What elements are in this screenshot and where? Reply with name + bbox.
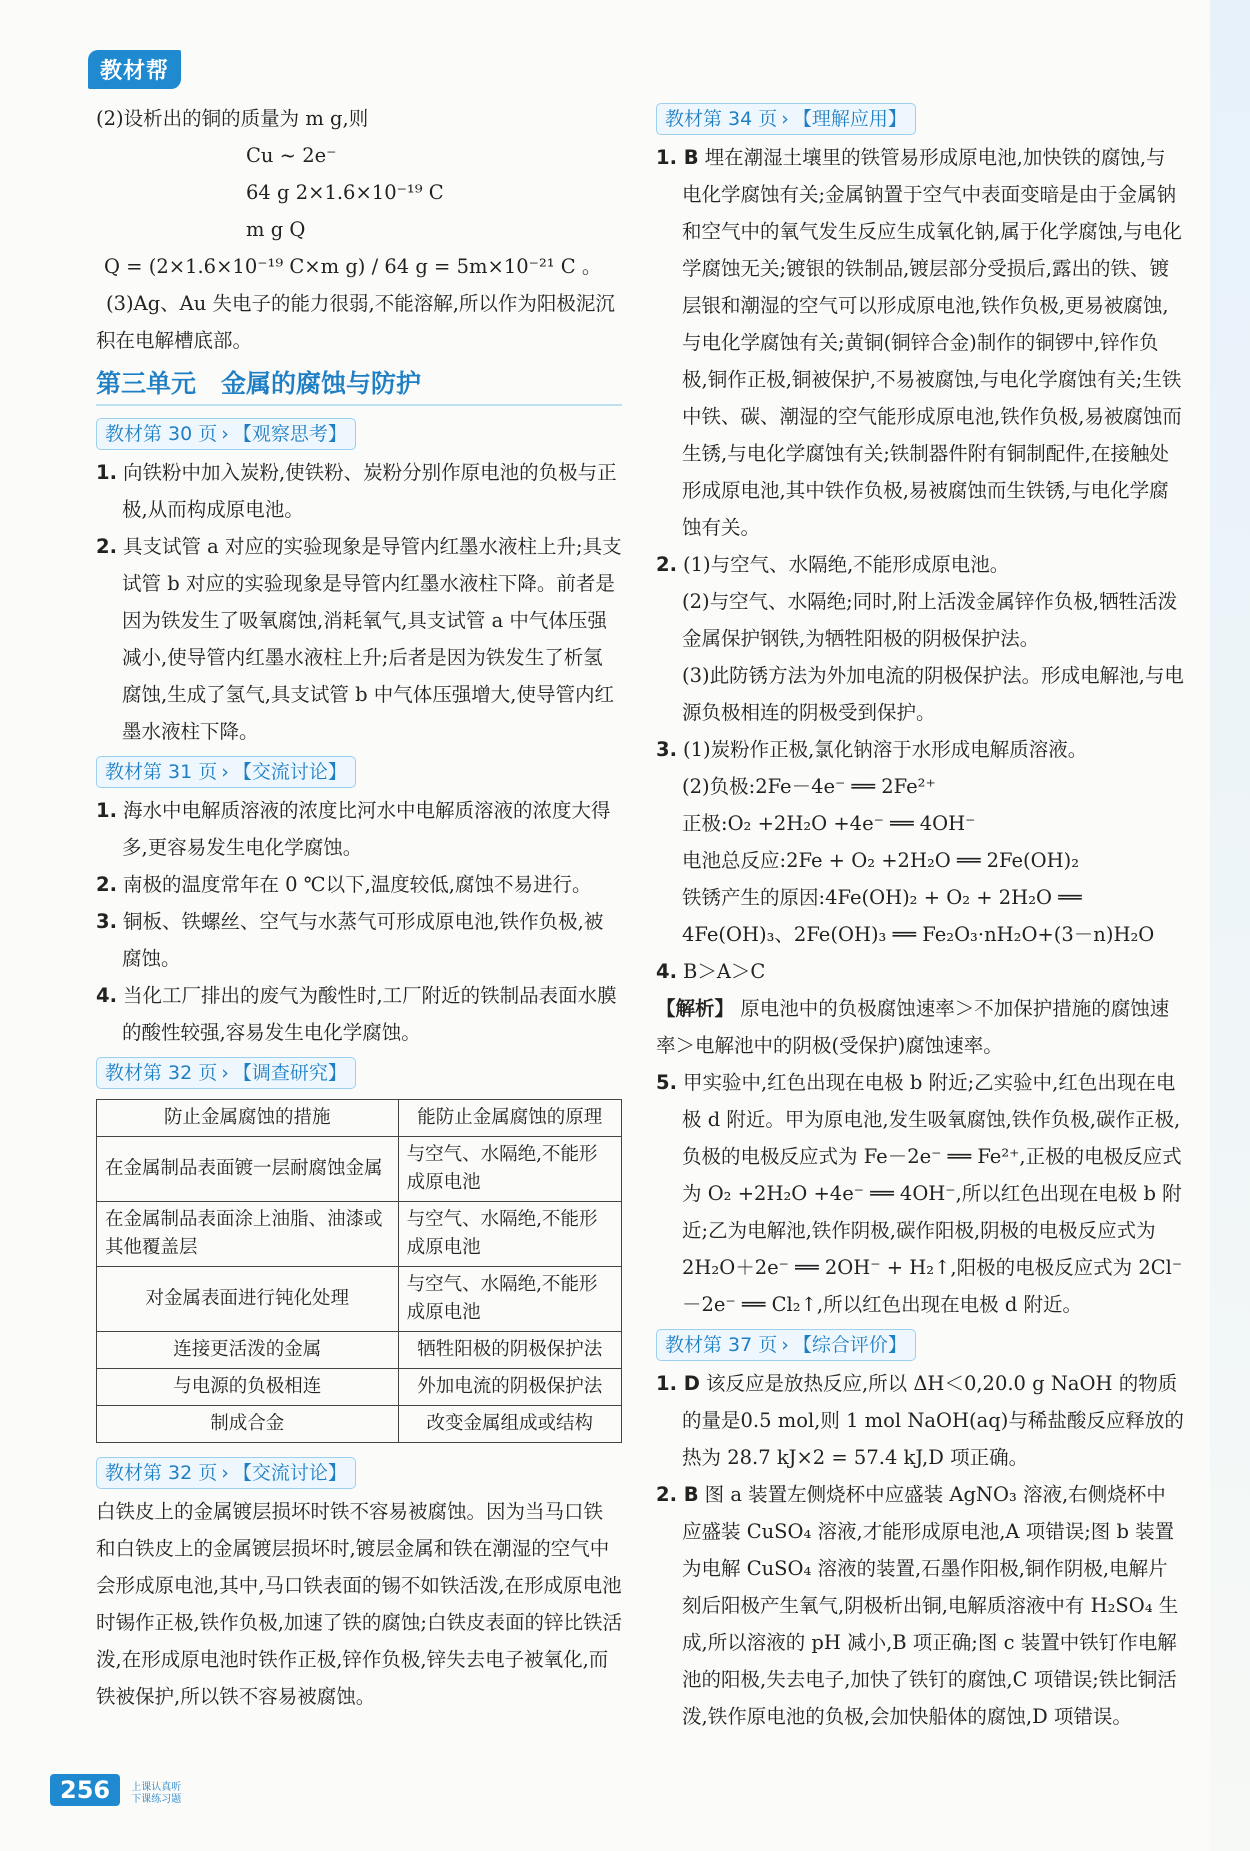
item-number: 3. bbox=[656, 738, 677, 761]
item-text: 甲实验中,红色出现在电极 b 附近;乙实验中,红色出现在电极 d 附近。甲为原电池,发生吸氧腐蚀,铁作负极,碳作正极,负极的电极反应式为 Fe－2e⁻ ══ Fe²⁺,正极的电极反应式为 O₂ +2H₂O +4e⁻ ══ 4OH⁻,所以红色出现在电极 b 附近;乙为电解池,铁作阴极,碳作阳极,阴极的电极反应式为 2H₂O＋2e⁻ ══ 2OH⁻ + H₂↑,阳极的电极反应式为 2Cl⁻－2e⁻ ══ Cl₂↑,所以红色出现在电极 d 附近。 bbox=[682, 1071, 1183, 1316]
list-item bbox=[96, 903, 622, 977]
item-number: 1. bbox=[96, 799, 117, 822]
tag-page: 教材第 32 页 bbox=[105, 1062, 218, 1084]
table-row bbox=[97, 1369, 622, 1406]
item-number: 4. bbox=[656, 960, 677, 983]
section-tag bbox=[96, 1457, 356, 1489]
table-cell: 与电源的负极相连 bbox=[97, 1369, 399, 1406]
item-number: 4. bbox=[96, 984, 117, 1007]
table-row bbox=[97, 1406, 622, 1443]
table-cell: 连接更活泼的金属 bbox=[97, 1332, 399, 1369]
list-item bbox=[96, 454, 622, 528]
tag-page: 教材第 30 页 bbox=[105, 423, 218, 445]
sub-item: 正极:O₂ +2H₂O +4e⁻ ══ 4OH⁻ bbox=[682, 812, 976, 835]
table-cell: 在金属制品表面镀一层耐腐蚀金属 bbox=[97, 1137, 399, 1202]
page-number: 256 bbox=[50, 1774, 120, 1806]
item-text: 具支试管 a 对应的实验现象是导管内红墨水液柱上升;具支试管 b 对应的实验现象是导管内红墨水液柱下降。前者是因为铁发生了吸氧腐蚀,消耗氧气,具支试管 a 中气体压强减小,使导管内红墨水液柱上升;后者是因为铁发生了析氢腐蚀,生成了氢气,具支试管 b 中气体压强增大,使导管内红墨水液柱下降。 bbox=[122, 535, 622, 743]
chevron-right-icon: › bbox=[221, 1462, 229, 1484]
table-cell: 在金属制品表面涂上油脂、油漆或其他覆盖层 bbox=[97, 1202, 399, 1267]
item-text: 铜板、铁螺丝、空气与水蒸气可形成原电池,铁作负极,被腐蚀。 bbox=[122, 910, 604, 970]
section-tag bbox=[656, 103, 916, 135]
item-number: 1. D bbox=[656, 1372, 700, 1395]
intro-line: (2)设析出的铜的质量为 m g,则 bbox=[96, 107, 369, 130]
tag-kind: 【理解应用】 bbox=[792, 108, 907, 130]
formula-line: Cu ~ 2e⁻ bbox=[246, 144, 337, 167]
tagline-line: 下课练习题 bbox=[131, 1793, 182, 1805]
item-text: 当化工厂排出的废气为酸性时,工厂附近的铁制品表面水膜的酸性较强,容易发生电化学腐蚀。 bbox=[122, 984, 617, 1044]
section-tag bbox=[96, 756, 356, 788]
list-item bbox=[656, 731, 1184, 768]
section-tag bbox=[656, 1329, 916, 1361]
table-header: 能防止金属腐蚀的原理 bbox=[398, 1100, 621, 1137]
formula-line: Q = (2×1.6×10⁻¹⁹ C×m g) / 64 g = 5m×10⁻²¹ C 。 bbox=[104, 255, 602, 278]
list-item bbox=[96, 528, 622, 750]
list-item bbox=[96, 866, 622, 903]
brand-logo: 教材帮 bbox=[88, 50, 181, 89]
item-number: 1. bbox=[96, 461, 117, 484]
item-number: 1. B bbox=[656, 146, 699, 169]
table-cell: 牺牲阳极的阴极保护法 bbox=[398, 1332, 621, 1369]
item-text: 向铁粉中加入炭粉,使铁粉、炭粉分别作原电池的负极与正极,从而构成原电池。 bbox=[122, 461, 617, 521]
table-cell: 改变金属组成或结构 bbox=[398, 1406, 621, 1443]
list-item bbox=[96, 792, 622, 866]
chevron-right-icon: › bbox=[781, 108, 789, 130]
item-number: 2. bbox=[96, 535, 117, 558]
analysis-text: 原电池中的负极腐蚀速率＞不加保护措施的腐蚀速率＞电解池中的阴极(受保护)腐蚀速率。 bbox=[656, 997, 1170, 1057]
sub-item: (2)与空气、水隔绝;同时,附上活泼金属锌作负极,牺牲活泼金属保护钢铁,为牺牲阳极的阴极保护法。 bbox=[682, 590, 1178, 650]
left-column bbox=[96, 100, 622, 1715]
table-cell: 与空气、水隔绝,不能形成原电池 bbox=[398, 1137, 621, 1202]
tag-kind: 【调查研究】 bbox=[232, 1062, 347, 1084]
table-cell: 与空气、水隔绝,不能形成原电池 bbox=[398, 1202, 621, 1267]
sub-item: 铁锈产生的原因:4Fe(OH)₂ + O₂ + 2H₂O ══ 4Fe(OH)₃、2Fe(OH)₃ ══ Fe₂O₃·nH₂O+(3－n)H₂O bbox=[682, 886, 1155, 946]
sub-item: (2)负极:2Fe－4e⁻ ══ 2Fe²⁺ bbox=[682, 775, 936, 798]
item-number: 2. bbox=[96, 873, 117, 896]
intro-line: (3)Ag、Au 失电子的能力很弱,不能溶解,所以作为阳极泥沉积在电解槽底部。 bbox=[96, 292, 615, 352]
chevron-right-icon: › bbox=[221, 761, 229, 783]
tag-kind: 【交流讨论】 bbox=[232, 761, 347, 783]
item-text: 该反应是放热反应,所以 ΔH＜0,20.0 g NaOH 的物质的量是0.5 mol,则 1 mol NaOH(aq)与稀盐酸反应释放的热为 28.7 kJ×2 = 57.4 kJ,D 项正确。 bbox=[682, 1372, 1184, 1469]
table-cell: 外加电流的阴极保护法 bbox=[398, 1369, 621, 1406]
list-item bbox=[656, 1476, 1184, 1735]
sub-item: (3)此防锈方法为外加电流的阴极保护法。形成电解池,与电源负极相连的阴极受到保护。 bbox=[682, 664, 1184, 724]
analysis-note bbox=[656, 990, 1184, 1064]
list-item bbox=[656, 953, 1184, 990]
item-text: (1)炭粉作正极,氯化钠溶于水形成电解质溶液。 bbox=[682, 738, 1088, 761]
table-cell: 与空气、水隔绝,不能形成原电池 bbox=[398, 1267, 621, 1332]
list-item bbox=[96, 977, 622, 1051]
item-text: 海水中电解质溶液的浓度比河水中电解质溶液的浓度大得多,更容易发生电化学腐蚀。 bbox=[122, 799, 611, 859]
item-number: 2. B bbox=[656, 1483, 699, 1506]
tag-kind: 【交流讨论】 bbox=[232, 1462, 347, 1484]
table-row bbox=[97, 1267, 622, 1332]
tag-page: 教材第 32 页 bbox=[105, 1462, 218, 1484]
table-row bbox=[97, 1332, 622, 1369]
tagline-line: 上课认真听 bbox=[131, 1781, 182, 1793]
chevron-right-icon: › bbox=[221, 423, 229, 445]
tag-kind: 【综合评价】 bbox=[792, 1334, 907, 1356]
formula-line: 64 g 2×1.6×10⁻¹⁹ C bbox=[246, 181, 444, 204]
item-text: 南极的温度常年在 0 ℃以下,温度较低,腐蚀不易进行。 bbox=[122, 873, 592, 896]
table-row bbox=[97, 1202, 622, 1267]
formula-line: m g Q bbox=[246, 218, 306, 241]
item-text: 图 a 装置左侧烧杯中应盛装 AgNO₃ 溶液,右侧烧杯中应盛装 CuSO₄ 溶液,才能形成原电池,A 项错误;图 b 装置为电解 CuSO₄ 溶液的装置,石墨作阳极,铜作阴极,电解片刻后阳极产生氧气,阴极析出铜,电解质溶液中有 H₂SO₄ 生成,所以溶液的 pH 减小,B 项正确;图 c 装置中铁钉作电解池的阳极,失去电子,加快了铁钉的腐蚀,C 项错误;铁比铜活泼,铁作原电池的负极,会加快船体的腐蚀,D 项错误。 bbox=[682, 1483, 1179, 1728]
sub-item: 电池总反应:2Fe + O₂ +2H₂O ══ 2Fe(OH)₂ bbox=[682, 849, 1080, 872]
table-header: 防止金属腐蚀的措施 bbox=[97, 1100, 399, 1137]
chevron-right-icon: › bbox=[221, 1062, 229, 1084]
list-item bbox=[656, 1064, 1184, 1323]
measures-table bbox=[96, 1099, 622, 1443]
item-text: 埋在潮湿土壤里的铁管易形成原电池,加快铁的腐蚀,与电化学腐蚀有关;金属钠置于空气中表面变暗是由于金属钠和空气中的氧气发生反应生成氧化钠,属于化学腐蚀,与电化学腐蚀无关;镀银的铁制品,镀层部分受损后,露出的铁、镀层银和潮湿的空气可以形成原电池,铁作负极,更易被腐蚀,与电化学腐蚀有关;黄铜(铜锌合金)制作的铜锣中,锌作负极,铜作正极,铜被保护,不易被腐蚀,与电化学腐蚀有关;生铁中铁、碳、潮湿的空气能形成原电池,铁作负极,易被腐蚀而生锈,与电化学腐蚀有关;铁制器件附有铜制配件,在接触处形成原电池,其中铁作负极,易被腐蚀而生铁锈,与电化学腐蚀有关。 bbox=[682, 146, 1182, 539]
list-item bbox=[656, 1365, 1184, 1476]
item-number: 2. bbox=[656, 553, 677, 576]
section-tag bbox=[96, 1057, 356, 1089]
table-row bbox=[97, 1137, 622, 1202]
tag-kind: 【观察思考】 bbox=[232, 423, 347, 445]
chevron-right-icon: › bbox=[781, 1334, 789, 1356]
right-column bbox=[656, 100, 1184, 1735]
item-number: 5. bbox=[656, 1071, 677, 1094]
item-number: 3. bbox=[96, 910, 117, 933]
paragraph: 白铁皮上的金属镀层损坏时铁不容易被腐蚀。因为当马口铁和白铁皮上的金属镀层损坏时,镀层金属和铁在潮湿的空气中会形成原电池,其中,马口铁表面的锡不如铁活泼,在形成原电池时锡作正极,铁作负极,加速了铁的腐蚀;白铁皮表面的锌比铁活泼,在形成原电池时铁作正极,锌作负极,锌失去电子被氧化,而铁被保护,所以铁不容易被腐蚀。 bbox=[96, 1500, 622, 1708]
table-header-row bbox=[97, 1100, 622, 1137]
table-cell: 制成合金 bbox=[97, 1406, 399, 1443]
footer-tagline bbox=[131, 1782, 181, 1806]
page-footer bbox=[50, 1774, 181, 1806]
section-tag bbox=[96, 418, 356, 450]
analysis-label: 【解析】 bbox=[656, 997, 735, 1020]
tag-page: 教材第 37 页 bbox=[665, 1334, 778, 1356]
tag-page: 教材第 34 页 bbox=[665, 108, 778, 130]
table-cell: 对金属表面进行钝化处理 bbox=[97, 1267, 399, 1332]
side-decoration bbox=[1210, 0, 1250, 1851]
item-text: (1)与空气、水隔绝,不能形成原电池。 bbox=[682, 553, 1010, 576]
unit-title: 第三单元 金属的腐蚀与防护 bbox=[96, 365, 622, 406]
tag-page: 教材第 31 页 bbox=[105, 761, 218, 783]
item-text: B＞A＞C bbox=[682, 960, 766, 983]
list-item bbox=[656, 546, 1184, 583]
list-item bbox=[656, 139, 1184, 546]
